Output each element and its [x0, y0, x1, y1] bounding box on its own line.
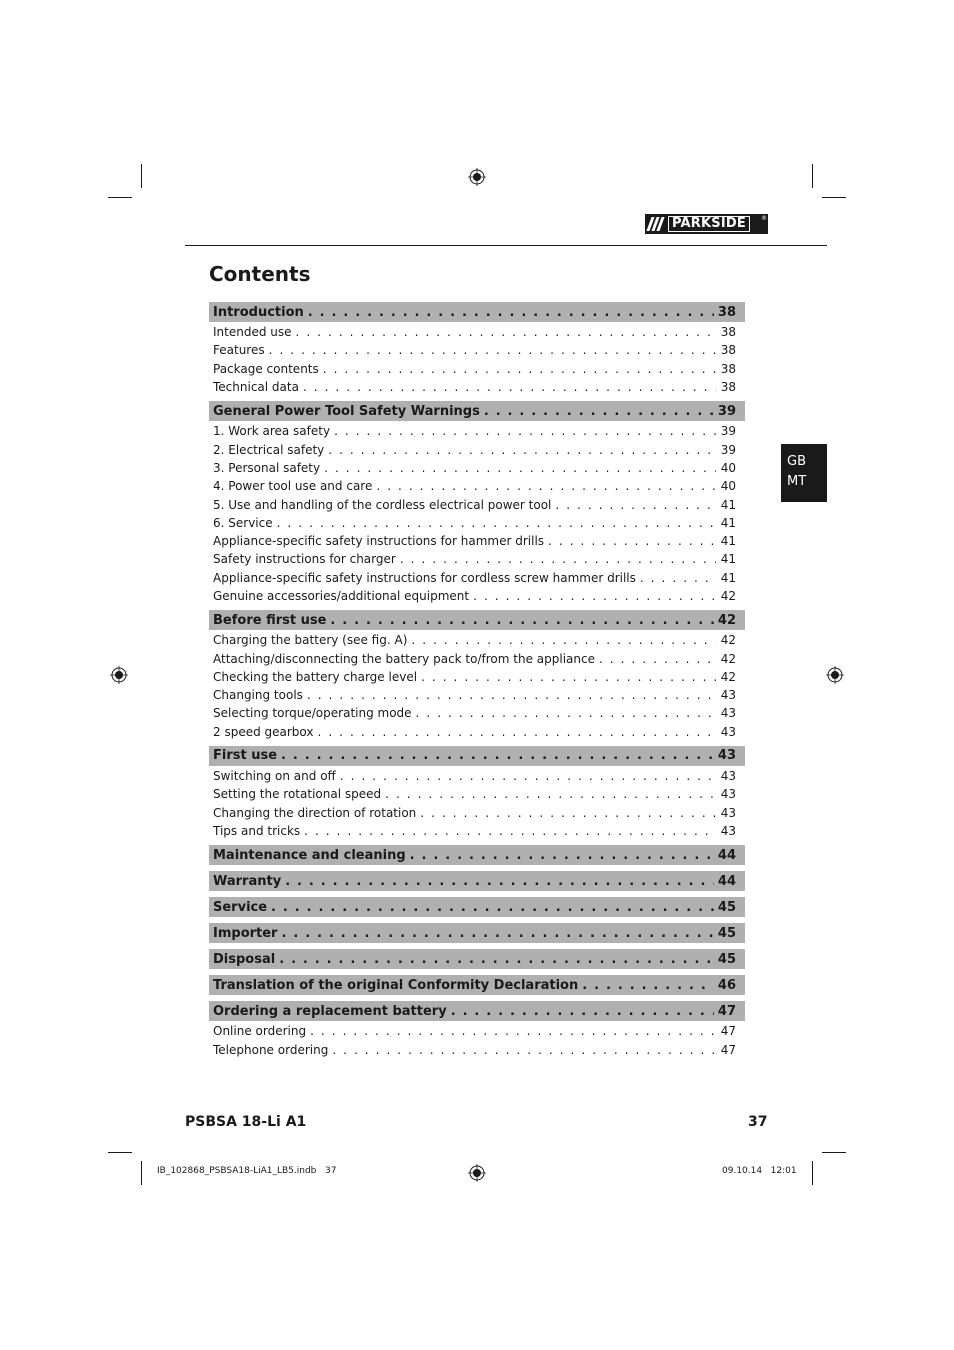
toc-item-row[interactable]: [209, 440, 745, 458]
toc-page-number: 42: [720, 669, 736, 684]
toc-page-number: 42: [720, 589, 736, 603]
toc-dot-leader: [340, 769, 716, 783]
footer-page-number: 37: [748, 1114, 768, 1130]
crop-mark: [141, 164, 142, 188]
toc-section-row[interactable]: [209, 897, 745, 917]
toc-entry-label: Before first use: [213, 612, 327, 628]
toc-dot-leader: [410, 848, 714, 863]
toc-dot-leader: [271, 900, 714, 915]
toc-entry-label: Maintenance and cleaning: [213, 847, 406, 863]
language-code-mt: MT: [787, 474, 807, 489]
toc-entry-label: 4. Power tool use and care: [213, 479, 373, 494]
toc-page-number: 38: [720, 325, 736, 340]
crop-mark: [812, 1161, 813, 1185]
toc-page-number: 38: [720, 380, 736, 395]
toc-dot-leader: [296, 325, 716, 339]
toc-page-number: 38: [720, 343, 736, 358]
toc-entry-label: Intended use: [213, 325, 292, 340]
header-rule: [185, 245, 827, 246]
toc-item-row[interactable]: [209, 532, 745, 550]
toc-entry-label: Selecting torque/operating mode: [213, 706, 412, 721]
toc-section-row[interactable]: [209, 610, 745, 630]
toc-dot-leader: [279, 952, 714, 967]
print-slug-file: IB_102868_PSBSA18-LiA1_LB5.indb 37: [157, 1166, 337, 1176]
toc-entry-label: Ordering a replacement battery: [213, 1003, 447, 1019]
toc-page-number: 43: [720, 823, 736, 838]
toc-entry-label: Switching on and off: [213, 769, 336, 784]
toc-item-row[interactable]: [209, 514, 745, 532]
toc-dot-leader: [332, 1043, 716, 1057]
toc-dot-leader: [420, 806, 716, 820]
language-code-gb: GB: [787, 454, 806, 469]
toc-page-number: 42: [717, 612, 736, 628]
toc-item-row[interactable]: [209, 550, 745, 568]
toc-item-row[interactable]: [209, 341, 745, 359]
toc-page-number: 38: [717, 304, 736, 320]
toc-entry-label: 3. Personal safety: [213, 460, 321, 475]
toc-item-row[interactable]: [209, 569, 745, 587]
toc-dot-leader: [318, 725, 717, 739]
toc-section-row[interactable]: [209, 746, 745, 766]
language-tab: [781, 444, 827, 502]
toc-item-row[interactable]: [209, 631, 745, 649]
toc-page-number: 40: [720, 460, 736, 475]
toc-entry-label: First use: [213, 748, 278, 764]
toc-page-number: 47: [720, 1024, 736, 1039]
toc-item-row[interactable]: [209, 1040, 745, 1058]
toc-page-number: 44: [717, 873, 736, 889]
toc-page-number: 39: [717, 403, 736, 419]
toc-page-number: 41: [720, 552, 736, 567]
toc-page-number: 46: [717, 977, 736, 993]
toc-entry-label: Checking the battery charge level: [213, 669, 418, 684]
page-title: Contents: [209, 262, 311, 286]
toc-page-number: 39: [720, 442, 736, 457]
toc-page-number: 42: [720, 651, 736, 666]
toc-dot-leader: [334, 424, 716, 438]
toc-item-row[interactable]: [209, 477, 745, 495]
toc-item-row[interactable]: [209, 686, 745, 704]
toc-entry-label: 2 speed gearbox: [213, 724, 314, 739]
toc-item-row[interactable]: [209, 459, 745, 477]
logo-brand-text: PARKSIDE: [668, 216, 750, 232]
toc-page-number: 39: [720, 424, 736, 439]
toc-page-number: 43: [720, 706, 736, 721]
toc-entry-label: Warranty: [213, 873, 282, 889]
toc-entry-label: Genuine accessories/additional equipment: [213, 589, 470, 603]
toc-item-row[interactable]: [209, 587, 745, 605]
toc-dot-leader: [323, 362, 716, 376]
toc-page-number: 41: [720, 534, 736, 549]
toc-entry-label: Service: [213, 899, 268, 915]
toc-page-number: 45: [717, 899, 736, 915]
toc-item-row[interactable]: [209, 723, 745, 741]
toc-dot-leader: [473, 589, 716, 603]
toc-entry-label: Introduction: [213, 304, 304, 320]
toc-page-number: 43: [720, 769, 736, 784]
toc-entry-label: Changing tools: [213, 688, 303, 703]
toc-dot-leader: [582, 978, 714, 993]
toc-dot-leader: [411, 633, 716, 647]
toc-entry-label: Tips and tricks: [213, 823, 301, 838]
toc-page-number: 38: [720, 361, 736, 376]
toc-entry-label: Appliance-specific safety instructions for hammer drills: [213, 534, 545, 549]
toc-entry-label: 5. Use and handling of the cordless electrical power tool: [213, 497, 552, 512]
toc-entry-label: 2. Electrical safety: [213, 442, 325, 457]
toc-entry-label: Package contents: [213, 361, 319, 376]
toc-dot-leader: [330, 613, 714, 628]
toc-dot-leader: [307, 688, 716, 702]
registration-mark-icon: [110, 666, 128, 684]
toc-page-number: 41: [720, 515, 736, 530]
toc-page-number: 47: [717, 1003, 736, 1019]
toc-section-row[interactable]: [209, 949, 745, 969]
toc-item-row[interactable]: [209, 767, 745, 785]
toc-dot-leader: [400, 552, 716, 566]
toc-entry-label: Translation of the original Conformity Declaration: [213, 977, 579, 993]
toc-dot-leader: [328, 443, 716, 457]
toc-page-number: 43: [720, 724, 736, 739]
toc-dot-leader: [385, 787, 716, 801]
toc-section-row[interactable]: [209, 845, 745, 865]
toc-entry-label: Attaching/disconnecting the battery pack to/from the appliance: [213, 651, 595, 666]
toc-page-number: 45: [717, 925, 736, 941]
toc-entry-label: 1. Work area safety: [213, 424, 331, 439]
toc-entry-label: Features: [213, 343, 265, 358]
toc-page-number: 45: [717, 951, 736, 967]
toc-section-row[interactable]: [209, 871, 745, 891]
toc-entry-label: Technical data: [213, 380, 299, 395]
toc-dot-leader: [281, 926, 713, 941]
toc-item-row[interactable]: [209, 649, 745, 667]
toc-section-row[interactable]: [209, 302, 745, 322]
toc-page-number: 44: [717, 847, 736, 863]
toc-entry-label: Importer: [213, 925, 278, 941]
toc-dot-leader: [484, 404, 714, 419]
toc-item-row[interactable]: [209, 785, 745, 803]
toc-dot-leader: [376, 479, 716, 493]
toc-dot-leader: [451, 1004, 714, 1019]
toc-entry-label: Changing the direction of rotation: [213, 805, 417, 820]
footer-model-name: PSBSA 18-Li A1: [185, 1114, 307, 1130]
registration-mark-icon: [826, 666, 844, 684]
toc-dot-leader: [548, 534, 716, 548]
toc-dot-leader: [308, 305, 714, 320]
toc-entry-label: Appliance-specific safety instructions for cordless screw hammer drills: [213, 570, 636, 585]
toc-entry-label: Safety instructions for charger: [213, 552, 396, 567]
toc-dot-leader: [277, 516, 716, 530]
toc-item-row[interactable]: [209, 323, 745, 341]
parkside-logo: [645, 214, 768, 234]
toc-dot-leader: [324, 461, 716, 475]
toc-page-number: 43: [720, 688, 736, 703]
toc-section-row[interactable]: [209, 401, 745, 421]
toc-dot-leader: [310, 1024, 716, 1038]
crop-mark: [822, 1152, 846, 1153]
toc-item-row[interactable]: [209, 360, 745, 378]
toc-entry-label: 6. Service: [213, 515, 273, 530]
toc-section-row[interactable]: [209, 975, 745, 995]
toc-entry-label: General Power Tool Safety Warnings: [213, 403, 480, 419]
toc-page-number: 47: [720, 1042, 736, 1057]
toc-item-row[interactable]: [209, 822, 745, 840]
toc-item-row[interactable]: [209, 704, 745, 722]
toc-section-row[interactable]: [209, 923, 745, 943]
print-slug-date: 09.10.14 12:01: [722, 1166, 797, 1176]
toc-entry-label: Charging the battery (see fig. A): [213, 633, 408, 648]
toc-item-row[interactable]: [209, 804, 745, 822]
toc-page-number: 43: [717, 748, 736, 764]
toc-item-row[interactable]: [209, 422, 745, 440]
logo-registered-mark: ®: [761, 215, 767, 222]
toc-dot-leader: [416, 706, 716, 720]
toc-dot-leader: [640, 571, 716, 585]
logo-stripes-icon: [649, 217, 662, 231]
toc-dot-leader: [285, 874, 714, 889]
toc-entry-label: Telephone ordering: [213, 1042, 329, 1057]
toc-dot-leader: [421, 670, 716, 684]
toc-item-row[interactable]: [209, 1022, 745, 1040]
toc-section-row[interactable]: [209, 1001, 745, 1021]
toc-dot-leader: [281, 748, 714, 763]
toc-dot-leader: [303, 380, 716, 394]
registration-mark-icon: [468, 168, 486, 186]
toc-entry-label: Setting the rotational speed: [213, 787, 382, 802]
table-of-contents: [209, 302, 745, 1059]
crop-mark: [141, 1161, 142, 1185]
toc-page-number: 41: [720, 570, 736, 585]
toc-item-row[interactable]: [209, 378, 745, 396]
crop-mark: [108, 1152, 132, 1153]
toc-dot-leader: [555, 498, 716, 512]
toc-item-row[interactable]: [209, 495, 745, 513]
toc-page-number: 43: [720, 787, 736, 802]
toc-page-number: 42: [720, 633, 736, 648]
toc-entry-label: Online ordering: [213, 1024, 307, 1039]
crop-mark: [822, 197, 846, 198]
registration-mark-icon: [468, 1164, 486, 1182]
crop-mark: [812, 164, 813, 188]
toc-page-number: 40: [720, 479, 736, 494]
toc-item-row[interactable]: [209, 668, 745, 686]
toc-dot-leader: [304, 824, 716, 838]
toc-dot-leader: [599, 652, 716, 666]
crop-mark: [108, 197, 132, 198]
toc-dot-leader: [269, 343, 716, 357]
toc-page-number: 41: [720, 497, 736, 512]
toc-page-number: 43: [720, 805, 736, 820]
toc-entry-label: Disposal: [213, 951, 276, 967]
